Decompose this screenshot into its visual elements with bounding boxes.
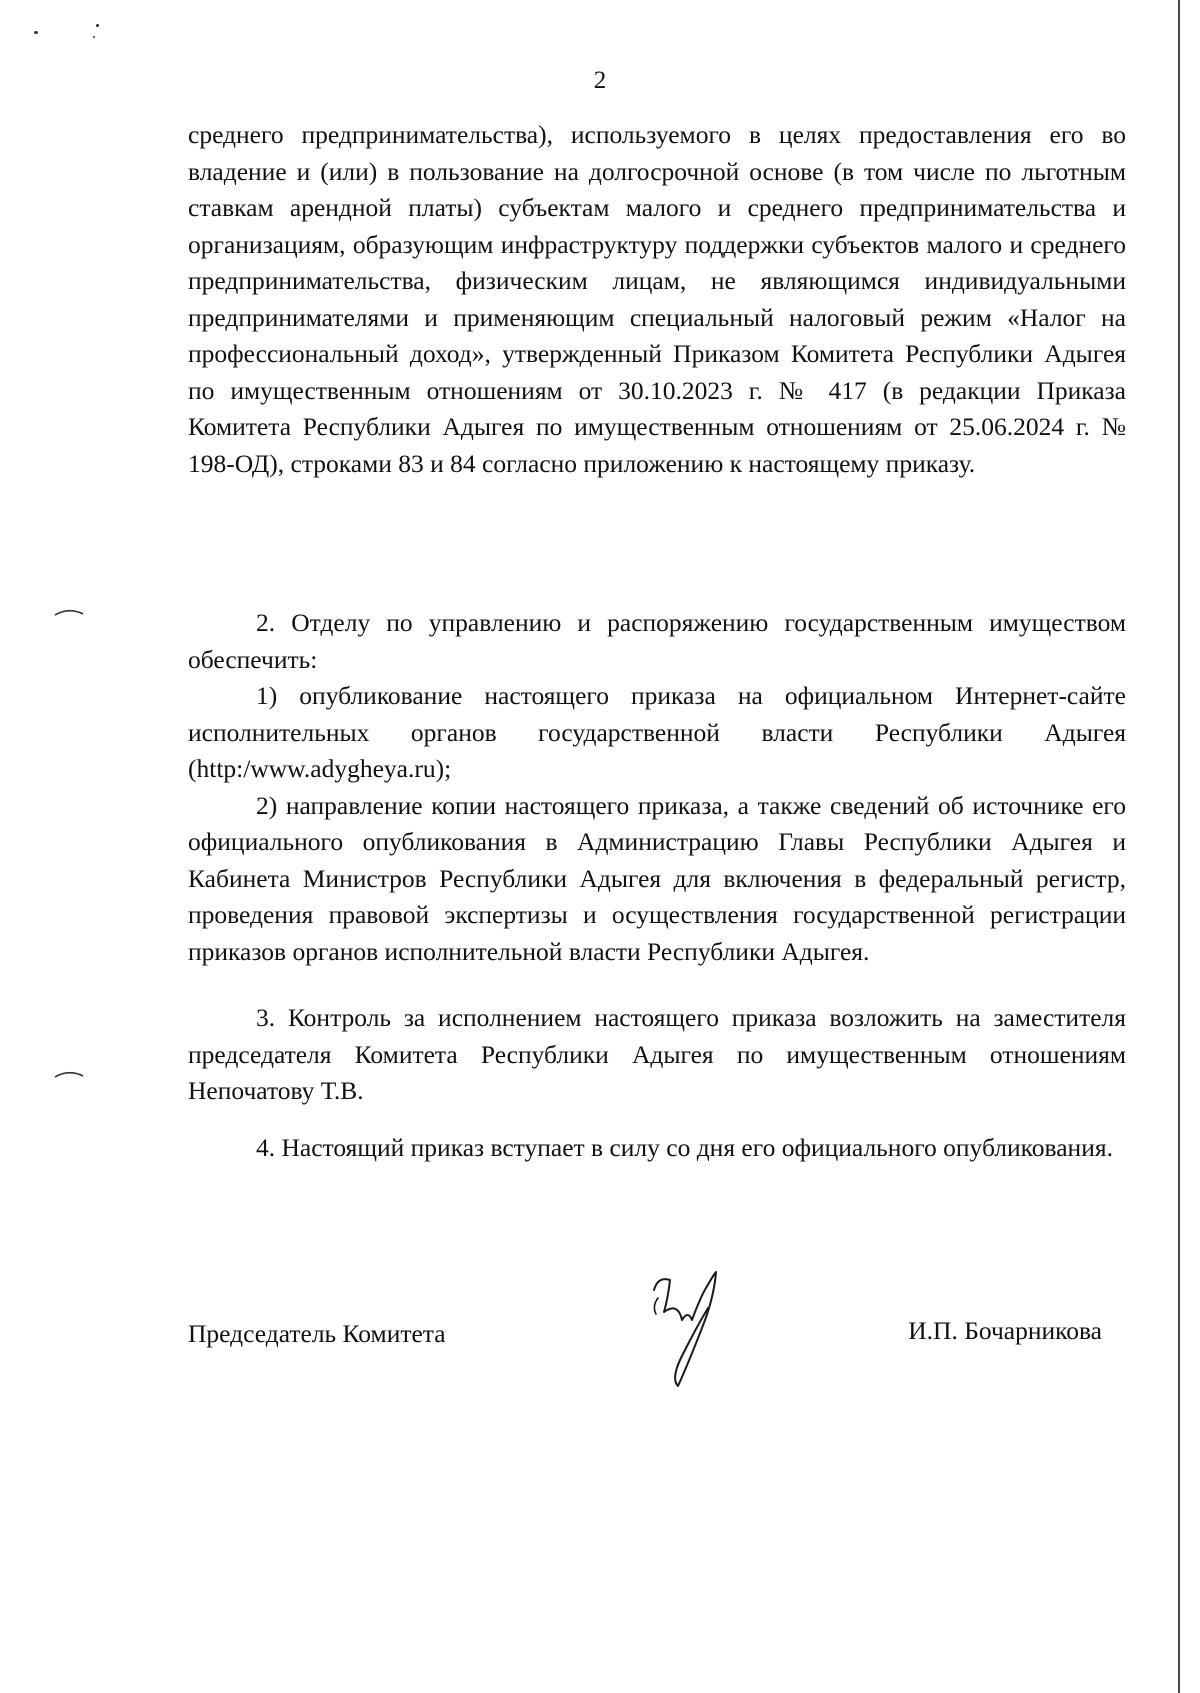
scan-speck <box>96 24 99 27</box>
section-2-item-1: 1) опубликование настоящего приказа на официальном Интернет-сайте исполнительных органов государственной власти Республики Адыгея (http:/www.adygheya.ru); <box>188 681 1126 783</box>
scan-edge-line <box>1178 0 1180 1693</box>
page-number: 2 <box>593 67 607 94</box>
punch-hole-mark <box>54 606 84 618</box>
section-3-text: 3. Контроль за исполнением настоящего приказа возложить на заместителя председателя Комитета Республики Адыгея по имущественным отношениям Непочатову Т.В. <box>188 1003 1126 1105</box>
section-2 <box>188 605 1126 970</box>
section-3 <box>188 1000 1126 1110</box>
scan-speck <box>93 36 95 38</box>
paragraph-continuation <box>188 117 1126 482</box>
punch-hole-mark <box>54 1068 84 1080</box>
section-2-heading: 2. Отделу по управлению и распоряжению государственным имуществом обеспечить: <box>188 608 1126 674</box>
section-4 <box>188 1130 1126 1167</box>
handwritten-signature <box>648 1268 738 1390</box>
signatory-position: Председатель Комитета <box>188 1319 446 1348</box>
section-4-text: 4. Настоящий приказ вступает в силу со дня его официального опубликования. <box>256 1133 1113 1162</box>
signatory-name: И.П. Бочарникова <box>908 1316 1102 1345</box>
paragraph-text: среднего предпринимательства), используемого в целях предоставления его во владение и (или) в пользование на долгосрочной основе (в том числе по льготным ставкам арендной платы) субъектам малого и среднего предпринимательства и организациям, образующим инфраструктуру поддержки субъектов малого и среднего предпринимательства, физическим лицам, не являющимся индивидуальными предпринимателями и применяющим специальный налоговый режим «Налог на профессиональный доход», утвержденный Приказом Комитета Республики Адыгея по имущественным отношениям от 30.10.2023 г. № 417 (в редакции Приказа Комитета Республики Адыгея по имущественным отношениям от 25.06.2024 г. № 198-ОД), строками 83 и 84 согласно приложению к настоящему приказу. <box>188 120 1126 478</box>
scan-speck <box>34 31 38 34</box>
section-2-item-2: 2) направление копии настоящего приказа, а также сведений об источнике его официального опубликования в Администрацию Главы Республики Адыгея и Кабинета Министров Республики Адыгея для включения в федеральный регистр, проведения правовой экспертизы и осуществления государственной регистрации приказов органов исполнительной власти Республики Адыгея. <box>188 790 1126 966</box>
